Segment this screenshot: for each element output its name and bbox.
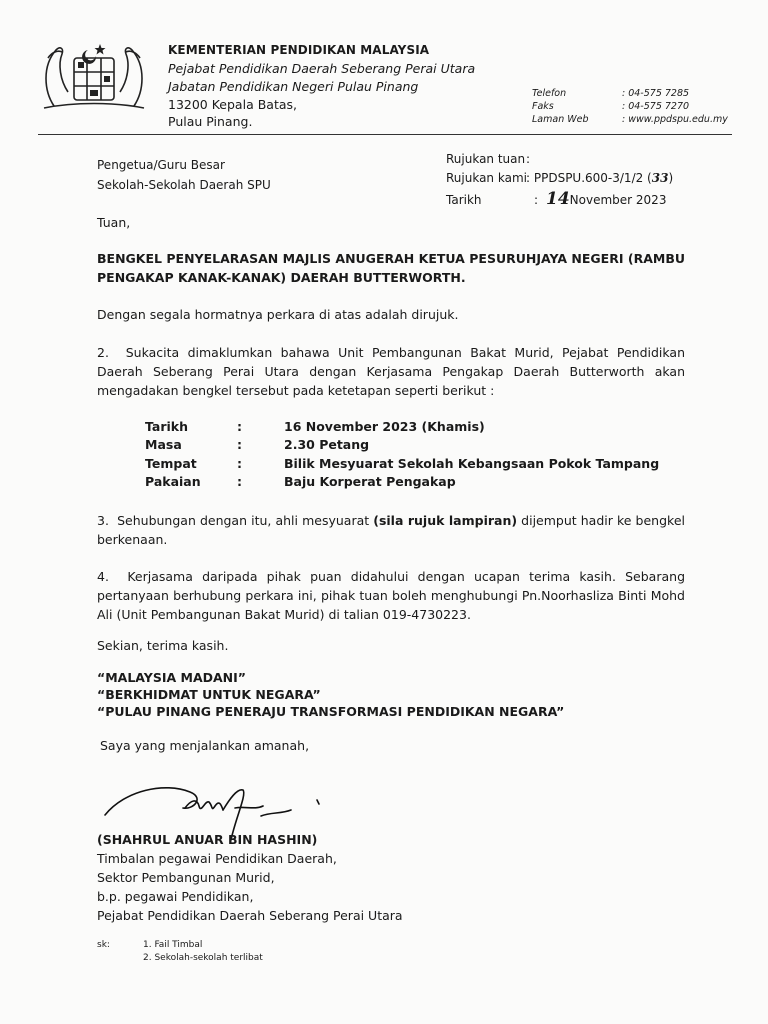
detail-colon: : (237, 419, 242, 434)
salutation: Tuan, (97, 215, 131, 230)
detail-value-pakaian: Baju Korperat Pengakap (284, 474, 456, 489)
cc-label: sk: (97, 940, 110, 950)
contact-label: Telefon (532, 88, 567, 99)
letterhead-divider (38, 134, 732, 135)
slogan-3: “PULAU PINANG PENERAJU TRANSFORMASI PENDIDIKAN NEGARA” (97, 704, 565, 719)
contact-value: : 04-575 7285 (622, 88, 690, 99)
paragraph-4: 4. Kerjasama daripada pihak puan didahului dengan ucapan terima kasih. Sebarang pertanyaan berhubung perkara ini, pihak tuan boleh menghubungi Pn.Noorhasliza Binti Mohd Ali (Unit Pembangunan Bakat Murid) di talian 019-4730223. (97, 569, 685, 622)
ref-kami-label: Rujukan kami (446, 171, 527, 185)
detail-label-masa: Masa (145, 437, 182, 452)
state-name: Pulau Pinang. (168, 114, 253, 129)
detail-value-tarikh: 16 November 2023 (Khamis) (284, 419, 485, 434)
signatory-title-2: Sektor Pembangunan Murid, (97, 870, 275, 885)
malaysia-coat-of-arms-icon (34, 36, 154, 114)
signatory-title-1: Timbalan pegawai Pendidikan Daerah, (97, 851, 337, 866)
detail-label-tempat: Tempat (145, 456, 197, 471)
letter-subject: BENGKEL PENYELARASAN MAJLIS ANUGERAH KETUA PESURUHJAYA NEGERI (RAMBU PENGAKAP KANAK-KANAK) DAERAH BUTTERWORTH. (97, 251, 685, 285)
detail-label-tarikh: Tarikh (145, 419, 189, 434)
contact-website (532, 114, 728, 125)
ref-date-rest: November 2023 (569, 193, 667, 207)
detail-colon: : (237, 437, 242, 452)
ref-date (446, 189, 666, 209)
department-name: Jabatan Pendidikan Negeri Pulau Pinang (168, 79, 419, 94)
slogan-2: “BERKHIDMAT UNTUK NEGARA” (97, 687, 321, 702)
ref-date-colon: : (533, 193, 539, 207)
ref-date-handwritten: 14 (546, 189, 570, 209)
paragraph-3-end: dijemput hadir ke bengkel berkenaan. (97, 513, 685, 547)
detail-colon: : (237, 456, 242, 471)
contact-label: Faks (532, 101, 554, 112)
cc-item-2: 2. Sekolah-sekolah terlibat (143, 953, 263, 963)
postcode-town: 13200 Kepala Batas, (168, 97, 297, 112)
cc-item-1: 1. Fail Timbal (143, 940, 203, 950)
recipient-line-2: Sekolah-Sekolah Daerah SPU (97, 178, 271, 192)
signature-intro: Saya yang menjalankan amanah, (100, 738, 310, 753)
ref-kami (446, 171, 673, 185)
paragraph-3 (97, 511, 685, 549)
closing: Sekian, terima kasih. (97, 638, 229, 653)
signatory-title-3: b.p. pegawai Pendidikan, (97, 889, 254, 904)
ref-kami-value: : PPDSPU.600-3/1/2 ( (526, 171, 652, 185)
contact-value: : 04-575 7270 (622, 101, 690, 112)
paragraph-3-start: 3. Sehubungan dengan itu, ahli mesyuarat (97, 513, 374, 528)
ref-tuan-label: Rujukan tuan (446, 152, 526, 166)
detail-value-tempat: Bilik Mesyuarat Sekolah Kebangsaan Pokok Tampang (284, 456, 660, 471)
ref-kami-handwritten: 33 (651, 171, 669, 185)
contact-label: Laman Web (532, 114, 589, 125)
paragraph-1: Dengan segala hormatnya perkara di atas adalah dirujuk. (97, 307, 459, 322)
paragraph-3-emphasis: (sila rujuk lampiran) (373, 513, 518, 528)
detail-colon: : (237, 474, 242, 489)
ref-tuan-value: : (526, 152, 531, 166)
ref-tuan (446, 152, 530, 166)
signatory-name: (SHAHRUL ANUAR BIN HASHIN) (97, 832, 318, 847)
ref-kami-close: ) (668, 171, 674, 185)
website-link[interactable]: : www.ppdspu.edu.my (622, 114, 728, 125)
paragraph-2: 2. Sukacita dimaklumkan bahawa Unit Pembangunan Bakat Murid, Pejabat Pendidikan Daerah Seberang Perai Utara dengan Kerjasama Pengakap Daerah Butterworth akan mengadakan bengkel tersebut pada ketetapan seperti berikut : (97, 345, 685, 398)
detail-label-pakaian: Pakaian (145, 474, 201, 489)
signatory-title-4: Pejabat Pendidikan Daerah Seberang Perai Utara (97, 908, 403, 923)
ref-date-label: Tarikh (446, 193, 482, 207)
office-name: Pejabat Pendidikan Daerah Seberang Perai Utara (168, 61, 476, 76)
recipient-line-1: Pengetua/Guru Besar (97, 158, 225, 172)
ministry-name: KEMENTERIAN PENDIDIKAN MALAYSIA (168, 43, 430, 57)
detail-value-masa: 2.30 Petang (284, 437, 370, 452)
contact-fax (532, 101, 689, 112)
slogan-1: “MALAYSIA MADANI” (97, 670, 246, 685)
contact-phone (532, 88, 689, 99)
